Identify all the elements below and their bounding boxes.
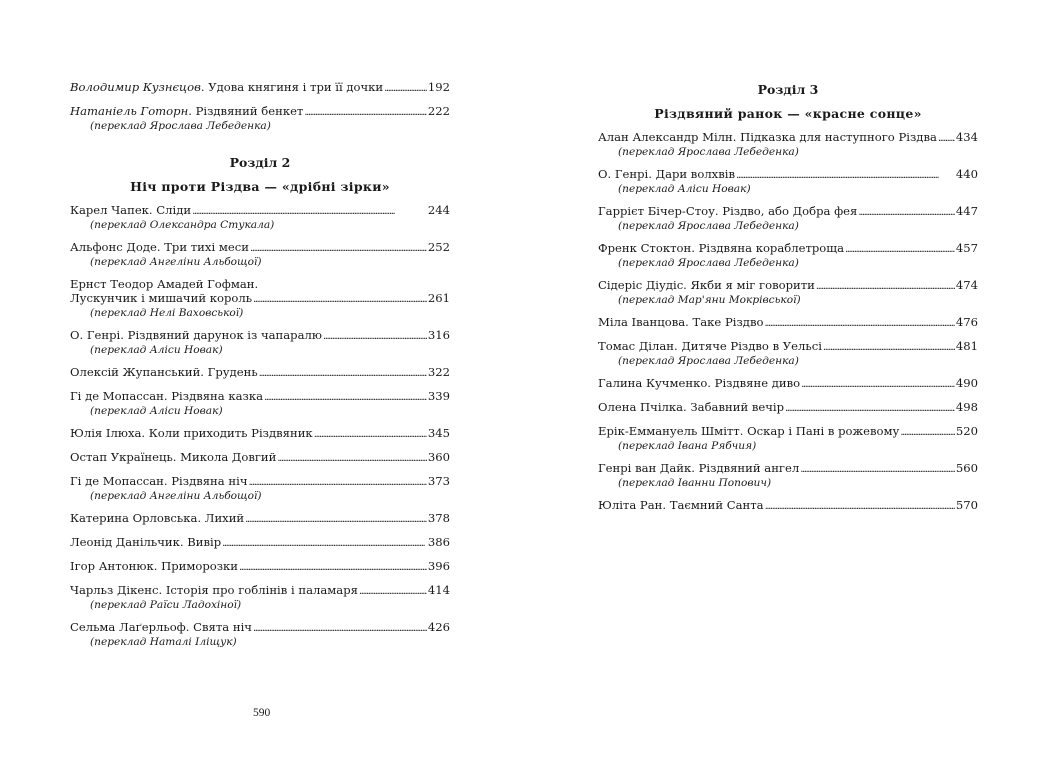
- toc-entry[interactable]: [598, 204, 978, 233]
- entry-title: Гі де Мопассан. Різдвяна казка: [70, 389, 264, 403]
- entry-page-number: 414: [427, 583, 450, 597]
- dot-leader: [816, 278, 955, 294]
- toc-entry[interactable]: [598, 241, 978, 270]
- entry-title: Юлія Ілюха. Коли приходить Різдвяник: [70, 426, 313, 440]
- entry-page-number: 316: [427, 328, 450, 342]
- entry-translator: (переклад Нелі Ваховської): [90, 307, 244, 319]
- entry-translator: (переклад Аліси Новак): [618, 183, 751, 195]
- dot-leader: [764, 315, 954, 331]
- entry-title: Карел Чапек. Сліди: [70, 203, 192, 217]
- entry-translator: (переклад Ярослава Лебеденка): [618, 257, 799, 269]
- entry-page-number: 396: [427, 559, 450, 573]
- dot-leader: [801, 376, 955, 392]
- entry-translator: (переклад Іванни Попович): [618, 477, 772, 489]
- entry-title: Гаррієт Бічер-Стоу. Різдво, або Добра фея: [598, 204, 858, 218]
- toc-left-column: [70, 80, 450, 657]
- toc-entry[interactable]: [598, 424, 978, 453]
- dot-leader: [765, 498, 955, 514]
- entry-page-number: 252: [427, 240, 450, 254]
- toc-entry[interactable]: [70, 535, 450, 551]
- entry-title: Чарльз Дікенс. Історія про гоблінів і паламаря: [70, 583, 358, 597]
- entry-title: Галина Кучменко. Різдвяне диво: [598, 376, 801, 390]
- toc-entry[interactable]: [70, 328, 450, 357]
- section-label: Розділ 3: [757, 82, 819, 97]
- toc-entry[interactable]: Натаніель Готорн. Різдвяний бенкет . . . 222 (переклад Ярослава Лебеденка): [70, 104, 450, 133]
- dot-leader: [314, 426, 427, 442]
- entry-page-number: 570: [955, 498, 978, 512]
- dot-leader: [323, 328, 427, 344]
- entry-page-number: 386: [427, 535, 450, 549]
- entry-translator: (переклад Ярослава Лебеденка): [90, 120, 271, 132]
- entry-translator: (переклад Олександра Стукала): [90, 219, 275, 231]
- dot-leader: [845, 241, 955, 257]
- entry-page-number: 339: [427, 389, 450, 403]
- toc-entry[interactable]: [70, 450, 450, 466]
- entry-page-number: 474: [955, 278, 978, 292]
- entry-page-number: 440: [955, 167, 978, 181]
- entry-page-number: 481: [955, 339, 978, 353]
- entry-translator: (переклад Ярослава Лебеденка): [618, 355, 799, 367]
- toc-entry[interactable]: [70, 277, 450, 320]
- toc-right-column: [598, 80, 978, 522]
- toc-entries-section-2: [70, 203, 450, 649]
- dot-leader: [938, 130, 955, 146]
- dot-leader: [277, 450, 426, 466]
- toc-entry[interactable]: [598, 461, 978, 490]
- toc-entry[interactable]: [598, 130, 978, 159]
- dot-leader: [800, 461, 955, 477]
- dot-leader: [785, 400, 955, 416]
- entry-translator: (переклад Івана Рябчия): [618, 440, 757, 452]
- entry-translator: (переклад Наталі Іліщук): [90, 636, 237, 648]
- toc-entry[interactable]: [70, 240, 450, 269]
- entry-title: Альфонс Доде. Три тихі меси: [70, 240, 249, 254]
- entry-title: О. Генрі. Дари волхвів: [598, 167, 735, 181]
- entry-translator: (переклад Аліси Новак): [90, 344, 223, 356]
- entry-title: Гі де Мопассан. Різдвяна ніч: [70, 474, 248, 488]
- entry-title: Алан Александр Мілн. Підказка для наступного Різдва: [598, 130, 937, 144]
- entry-page-number: 322: [427, 365, 450, 379]
- toc-entry[interactable]: [70, 389, 450, 418]
- entry-page-number: 426: [427, 620, 450, 634]
- entry-title: Лускунчик і мишачий король: [70, 291, 253, 305]
- entry-title: Міла Іванцова. Таке Різдво: [598, 315, 764, 329]
- dot-leader: [304, 104, 427, 120]
- entry-title-line1: Ернст Теодор Амадей Гофман.: [70, 277, 259, 291]
- entry-translator: (переклад Ярослава Лебеденка): [618, 220, 799, 232]
- entry-title: Олена Пчілка. Забавний вечір: [598, 400, 785, 414]
- toc-entry[interactable]: [598, 400, 978, 416]
- toc-entry[interactable]: [598, 498, 978, 514]
- entry-translator: (переклад Ангеліни Альбощої): [90, 490, 262, 502]
- entry-page-number: 520: [955, 424, 978, 438]
- section-title: Ніч проти Різдва — «дрібні зірки»: [130, 179, 390, 194]
- entry-page-number: 345: [427, 426, 450, 440]
- entry-page-number: 222: [427, 104, 450, 118]
- toc-entry[interactable]: [70, 559, 450, 575]
- entry-page-number: 378: [427, 511, 450, 525]
- entry-title: Сельма Лаґерльоф. Свята ніч: [70, 620, 252, 634]
- entry-title: Остап Українець. Микола Довгий: [70, 450, 277, 464]
- entry-translator: (переклад Ангеліни Альбощої): [90, 256, 262, 268]
- section-title: Різдвяний ранок — «красне сонце»: [654, 106, 922, 121]
- toc-entries-section-3: [598, 130, 978, 514]
- toc-entry[interactable]: [70, 426, 450, 442]
- entry-page-number: 447: [955, 204, 978, 218]
- entry-page-number: 244: [427, 203, 450, 217]
- toc-entry[interactable]: [70, 511, 450, 527]
- dot-leader: [245, 511, 427, 527]
- entry-title: Юліта Ран. Таємний Санта: [598, 498, 764, 512]
- toc-entry[interactable]: [598, 339, 978, 368]
- dot-leader: [222, 535, 427, 551]
- entry-title: Ігор Антонюк. Приморозки: [70, 559, 239, 573]
- toc-entry[interactable]: [70, 620, 450, 649]
- toc-entry[interactable]: [70, 474, 450, 503]
- dot-leader: [250, 240, 427, 256]
- entry-page-number: 490: [955, 376, 978, 390]
- page-number: 590: [253, 707, 271, 719]
- dot-leader: [264, 389, 427, 405]
- entry-page-number: 560: [955, 461, 978, 475]
- dot-leader: [384, 80, 427, 96]
- toc-entry[interactable]: [598, 167, 978, 196]
- entry-page-number: 360: [427, 450, 450, 464]
- dot-leader: [192, 203, 427, 219]
- toc-entry[interactable]: Володимир Кузнєцов. Удова княгиня і три її дочки . . . 192: [70, 80, 450, 96]
- entry-author: Натаніель Готорн: [70, 104, 189, 118]
- entry-title: Леонід Данільчик. Вивір: [70, 535, 222, 549]
- dot-leader: [239, 559, 427, 575]
- dot-leader: [248, 474, 426, 490]
- entry-title: Френк Стоктон. Різдвяна кораблетроща: [598, 241, 844, 255]
- entry-page-number: 261: [427, 291, 450, 305]
- dot-leader: [823, 339, 955, 355]
- entry-page-number: 457: [955, 241, 978, 255]
- toc-entry[interactable]: [598, 376, 978, 392]
- toc-entry[interactable]: [70, 583, 450, 612]
- entry-title: Удова княгиня і три її дочки: [208, 80, 384, 94]
- toc-entry[interactable]: [70, 365, 450, 381]
- entry-translator: (переклад Ярослава Лебеденка): [618, 146, 799, 158]
- entry-translator: (переклад Мар'яни Мокрівської): [618, 294, 801, 306]
- entry-page-number: 373: [427, 474, 450, 488]
- entry-author: Володимир Кузнєцов: [70, 80, 201, 94]
- entry-title: Олексій Жупанський. Грудень: [70, 365, 258, 379]
- dot-leader: [736, 167, 955, 183]
- dot-leader: [858, 204, 955, 220]
- entry-page-number: 192: [427, 80, 450, 94]
- entry-page-number: 476: [955, 315, 978, 329]
- dot-leader: [359, 583, 427, 599]
- entry-title: Ерік-Еммануель Шмітт. Оскар і Пані в рожевому: [598, 424, 900, 438]
- entry-translator: (переклад Раїси Ладохіної): [90, 599, 242, 611]
- entry-title: Генрі ван Дайк. Різдвяний ангел: [598, 461, 800, 475]
- section-label: Розділ 2: [229, 155, 291, 170]
- entry-translator: (переклад Аліси Новак): [90, 405, 223, 417]
- entry-title: Різдвяний бенкет: [195, 104, 304, 118]
- entry-title: Сідеріс Діудіс. Якби я міг говорити: [598, 278, 815, 292]
- entry-title: О. Генрі. Різдвяний дарунок із чапаралю: [70, 328, 322, 342]
- entry-title: Томас Ділан. Дитяче Різдво в Уельсі: [598, 339, 822, 353]
- dot-leader: [253, 291, 427, 307]
- toc-entry[interactable]: [598, 278, 978, 307]
- dot-leader: [259, 365, 427, 381]
- toc-entry[interactable]: [70, 203, 450, 232]
- toc-entry[interactable]: [598, 315, 978, 331]
- entry-page-number: 498: [955, 400, 978, 414]
- entry-title: Катерина Орловська. Лихий: [70, 511, 245, 525]
- right-page: [525, 0, 1050, 763]
- entry-page-number: 434: [955, 130, 978, 144]
- dot-leader: [900, 424, 954, 440]
- dot-leader: [253, 620, 427, 636]
